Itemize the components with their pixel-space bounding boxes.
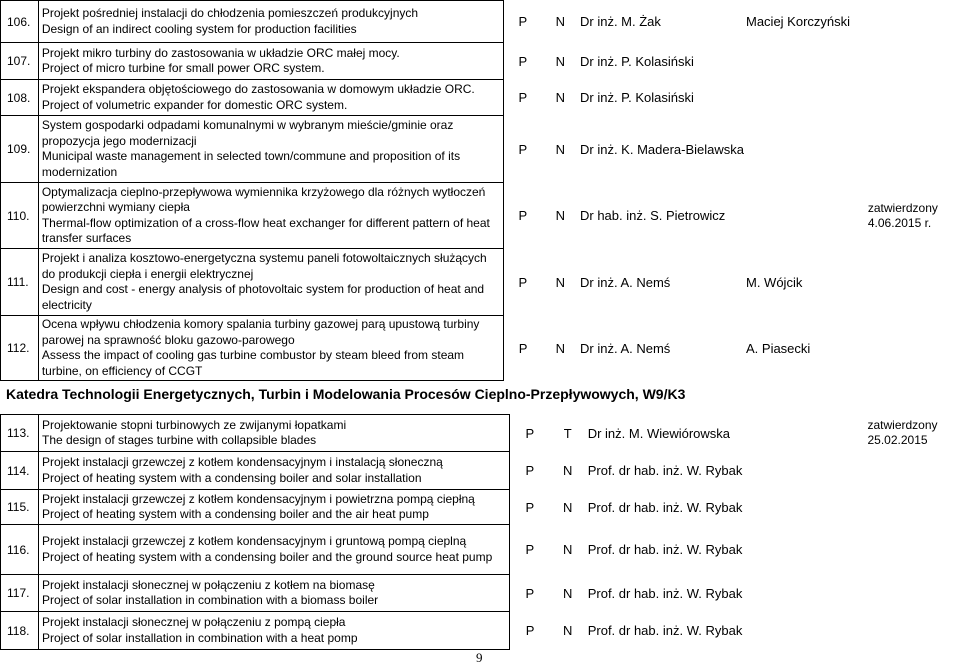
topic-pl: Projekt instalacji grzewczej z kotłem kondensacyjnym i gruntową pompą cieplną [41,534,467,548]
status [856,612,960,650]
row-number: 117. [1,575,39,612]
topic-en: Project of micro turbine for small power ORC system. [41,61,325,75]
topic-cell [38,575,509,612]
student [744,490,856,525]
topic-en: Municipal waste management in selected town/commune and proposition of its modernization [41,149,461,179]
table-row [1,525,960,575]
row-number: 112. [1,316,39,381]
table-row [1,183,960,249]
topic-pl: Projekt mikro turbiny do zastosowania w układzie ORC małej mocy. [41,45,400,60]
row-number: 116. [1,525,39,575]
table-row [1,80,960,116]
topic-pl: System gospodarki odpadami komunalnymi w wybranym mieście/gminie oraz propozycja jego modernizacji [41,118,454,148]
row-number: 118. [1,612,39,650]
supervisor: Prof. dr hab. inż. W. Rybak [587,542,743,557]
department-heading: Katedra Technologii Energetycznych, Turbin i Modelowania Procesów Cieplno-Przepływowych, W9/K3 [6,386,686,402]
status [856,249,960,316]
topic-cell [38,43,503,80]
status [856,525,960,575]
topic-cell [38,249,503,316]
supervisor: Dr inż. P. Kolasiński [580,90,694,105]
type-p: P [525,425,535,441]
type-n: N [555,14,565,29]
supervisor: Prof. dr hab. inż. W. Rybak [587,463,743,478]
supervisor: Dr inż. M. Wiewiórowska [587,425,731,441]
type-n: N [555,208,565,223]
table-row [1,415,960,452]
row-number: 109. [1,116,39,183]
supervisor: Dr inż. A. Nemś [580,274,671,290]
type-n: N [563,585,573,601]
student [744,415,856,452]
type-n: N [563,542,573,557]
type-n: N [555,90,565,105]
page-number: 9 [476,650,483,665]
student [744,575,856,612]
type-p: P [525,499,535,515]
supervisor: Dr inż. A. Nemś [580,340,671,356]
status: zatwierdzony 4.06.2015 r. [867,200,938,230]
type-p: P [518,340,528,356]
type-p: P [518,90,528,105]
student: A. Piasecki [746,340,811,356]
table-row [1,490,960,525]
topic-pl: Projekt i analiza kosztowo-energetyczna systemu paneli fotowoltaicznych służących do produkcji ciepła i energii elektrycznej [41,251,487,281]
topic-pl: Projekt instalacji słonecznej w połączeniu z pompą ciepła [41,615,346,629]
topic-pl: Projekt instalacji grzewczej z kotłem kondensacyjnym i powietrzna pompą ciepłną [41,491,475,506]
topic-cell [38,316,503,381]
supervisor: Prof. dr hab. inż. W. Rybak [587,623,743,638]
topic-pl: Projekt instalacji grzewczej z kotłem kondensacyjnym i instalacją słoneczną [41,455,443,469]
type-p: P [518,208,528,223]
topic-cell [38,1,503,43]
status [856,80,960,116]
table-row [1,452,960,490]
status [856,316,960,381]
student [744,116,856,183]
type-p: P [525,542,535,557]
supervisor: Dr inż. K. Madera-Bielawska [580,141,744,157]
student [744,183,856,249]
topic-pl: Projektowanie stopni turbinowych ze zwijanymi łopatkami [41,417,347,432]
type-n: N [555,274,565,290]
student [744,525,856,575]
row-number: 111. [1,249,39,316]
supervisor: Dr hab. inż. S. Pietrowicz [580,208,726,223]
table-row [1,43,960,80]
supervisor: Prof. dr hab. inż. W. Rybak [587,499,743,515]
type-n: N [563,623,573,638]
row-number: 107. [1,43,39,80]
topic-pl: Optymalizacja cieplno-przepływowa wymiennika krzyżowego dla różnych wytłoczeń powierzchni wymiany ciepła [41,184,486,214]
type-n: N [563,499,573,515]
topic-cell [38,612,509,650]
row-number: 113. [1,415,39,452]
topic-en: Project of heating system with a condensing boiler and the air heat pump [41,507,429,521]
table-row [1,575,960,612]
type-p: P [518,274,528,290]
type-n: N [563,463,573,478]
topic-cell [38,490,509,525]
student [744,612,856,650]
status [856,116,960,183]
topic-en: Project of solar installation in combination with a heat pomp [41,630,358,645]
supervisor: Prof. dr hab. inż. W. Rybak [587,585,743,601]
topic-en: Design of an indirect cooling system for production facilities [41,21,357,36]
table-row [1,249,960,316]
student [744,43,856,80]
status [856,1,960,43]
status [856,43,960,80]
row-number: 108. [1,80,39,116]
topic-cell [38,183,503,249]
row-number: 106. [1,1,39,43]
type-p: P [518,14,528,29]
status [856,490,960,525]
topic-pl: Projekt instalacji słonecznej w połączeniu z kotłem na biomasę [41,577,375,592]
row-number: 115. [1,490,39,525]
topic-pl: Projekt ekspandera objętościowego do zastosowania w domowym układzie ORC. [41,82,475,96]
topic-pl: Projekt pośredniej instalacji do chłodzenia pomieszczeń produkcyjnych [41,6,419,20]
type-n: N [555,53,565,69]
topic-en: Project of heating system with a condensing boiler and solar installation [41,470,422,485]
row-number: 110. [1,183,39,249]
thesis-table-2 [0,414,960,650]
table-row [1,612,960,650]
type-p: P [518,141,528,157]
type-n: T [563,425,572,441]
topic-en: Project of solar installation in combination with a biomass boiler [41,593,379,607]
topic-en: Project of heating system with a condensing boiler and the ground source heat pump [41,549,493,564]
table-row [1,116,960,183]
type-p: P [518,53,528,69]
supervisor: Dr inż. P. Kolasiński [580,53,694,69]
topic-cell [38,80,503,116]
table-row [1,1,960,43]
table-row [1,316,960,381]
topic-en: Assess the impact of cooling gas turbine combustor by steam bleed from steam turbine, on efficiency of CCGT [41,348,465,378]
topic-en: Thermal-flow optimization of a cross-flow heat exchanger for different pattern of heat transfer surfaces [41,215,490,245]
student: M. Wójcik [746,274,803,290]
status [856,575,960,612]
type-n: N [555,141,565,157]
student [744,80,856,116]
topic-en: Design and cost - energy analysis of photovoltaic system for production of heat and electricity [41,282,485,312]
type-p: P [525,585,535,601]
topic-en: Project of volumetric expander for domestic ORC system. [41,97,348,112]
student: Maciej Korczyński [746,14,851,29]
status [856,452,960,490]
row-number: 114. [1,452,39,490]
topic-cell [38,525,509,575]
topic-cell [38,452,509,490]
status: zatwierdzony 25.02.2015 [867,418,938,447]
supervisor: Dr inż. M. Żak [580,14,661,29]
student [744,452,856,490]
topic-cell [38,116,503,183]
type-p: P [525,623,535,638]
topic-cell [38,415,509,452]
type-n: N [555,340,565,356]
type-p: P [525,463,535,478]
topic-en: The design of stages turbine with collapsible blades [41,433,317,447]
topic-pl: Ocena wpływu chłodzenia komory spalania turbiny gazowej parą upustową turbiny parowej na sprawność bloku gazowo-parowego [41,317,480,347]
